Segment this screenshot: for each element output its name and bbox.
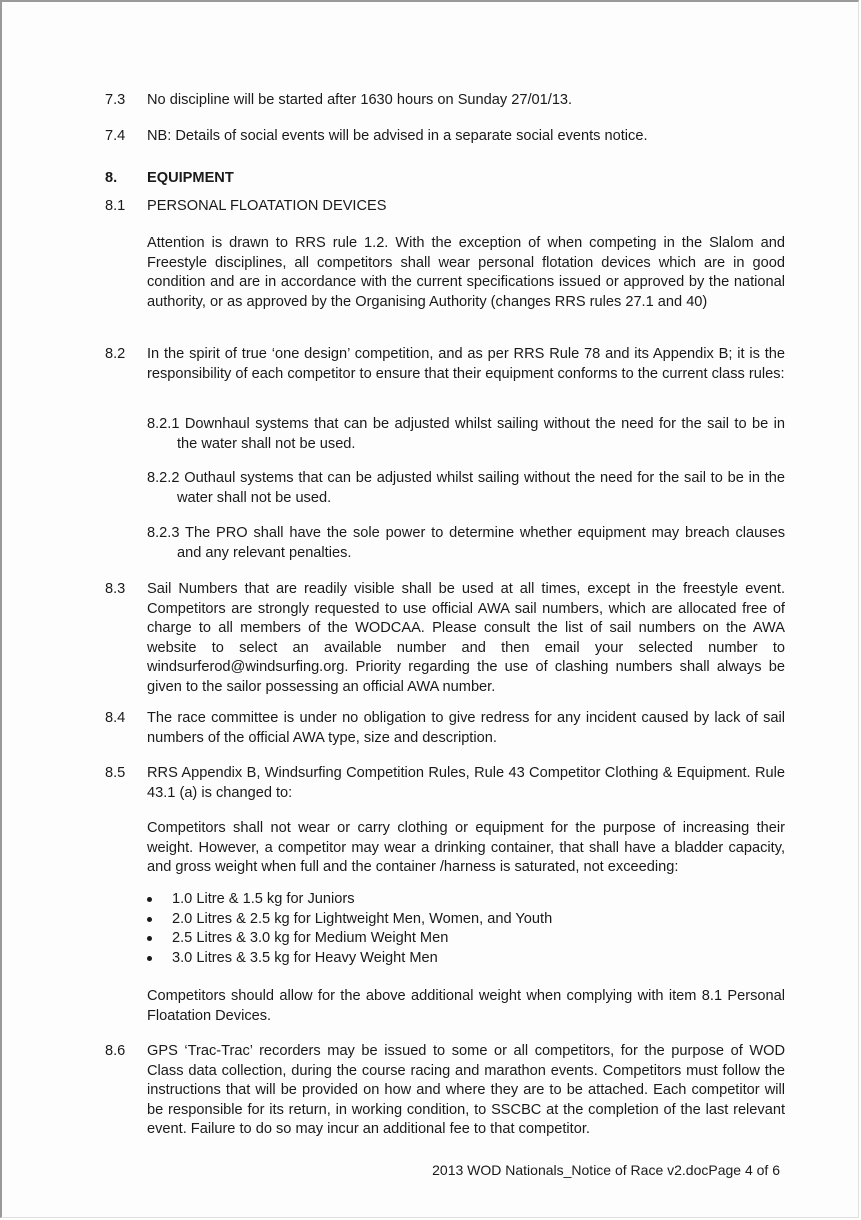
section-8-1-heading <box>105 197 785 217</box>
section-number: 8. <box>105 170 118 186</box>
section-7-3 <box>105 91 785 111</box>
list-item: 2.5 Litres & 3.0 kg for Medium Weight Men <box>147 929 787 949</box>
subsection-number: 8.2.3 <box>147 525 180 541</box>
section-8-1-text: Attention is drawn to RRS rule 1.2. With the exception of when competing in the Slalom and Freestyle disciplines, all competitors shall wear personal flotation devices which are in good condition and are in accordance with the current specifications issued or approved by the national authority, or as approved by the Organising Authority (changes RRS rules 27.1 and 40) <box>147 235 785 310</box>
section-text: NB: Details of social events will be advised in a separate social events notice. <box>147 128 648 144</box>
subsection-text: The PRO shall have the sole power to determine whether equipment may breach clauses and any relevant penalties. <box>177 525 785 561</box>
section-text: GPS ‘Trac-Trac’ recorders may be issued to some or all competitors, for the purpose of WOD Class data collection, during the course racing and marathon events. Competitors must follow the instructions that will be provided on how and where they are to be attached. Each competitor will be responsible for its return, in working condition, to SSCBC at the completion of the last relevant event. Failure to do so may incur an additional fee to that competitor. <box>147 1043 785 1137</box>
page-footer: 2013 WOD Nationals_Notice of Race v2.docPage 4 of 6 <box>432 1162 780 1178</box>
subsection-8-2-2 <box>147 469 785 508</box>
section-text: No discipline will be started after 1630 hours on Sunday 27/01/13. <box>147 92 573 108</box>
section-8-6 <box>105 1042 785 1140</box>
section-number: 8.5 <box>105 765 126 781</box>
section-number: 8.4 <box>105 710 126 726</box>
section-8-heading <box>105 169 785 189</box>
section-7-4 <box>105 127 785 147</box>
list-item: 1.0 Litre & 1.5 kg for Juniors <box>147 890 787 910</box>
subsection-number: 8.2.1 <box>147 416 180 432</box>
section-8-5-paragraph-2: Competitors should allow for the above additional weight when complying with item 8.1 Personal Floatation Devices. <box>147 988 785 1024</box>
subsection-text: Outhaul systems that can be adjusted whilst sailing without the need for the sail to be in the water shall not be used. <box>177 470 785 506</box>
weight-limits-list <box>147 890 787 968</box>
section-8-4 <box>105 709 785 748</box>
bullet-icon <box>147 917 152 922</box>
section-8-3 <box>105 580 785 697</box>
section-number: 8.1 <box>105 198 126 214</box>
section-8-2 <box>105 345 785 384</box>
section-number: 8.2 <box>105 346 126 362</box>
list-item: 2.0 Litres & 2.5 kg for Lightweight Men, Women, and Youth <box>147 910 787 930</box>
section-8-3-text: Sail Numbers that are readily visible shall be used at all times, except in the freestyle event. Competitors are strongly requested to use official AWA sail numbers, which are allocated free of charge to all members of the WODCAA. Please consult the list of sail numbers on the AWA website to select an available number and then email your selected number to windsurferod@windsurfing.org. Priority regarding the use of clashing numbers shall always be given to the sailor possessing an official AWA number. <box>147 581 785 695</box>
section-number: 7.3 <box>105 92 126 108</box>
subsection-8-2-1 <box>147 415 785 454</box>
section-text: The race committee is under no obligation to give redress for any incident caused by lack of sail numbers of the official AWA type, size and description. <box>147 710 785 746</box>
section-number: 8.6 <box>105 1043 126 1059</box>
section-title: EQUIPMENT <box>147 170 234 186</box>
bullet-icon <box>147 936 152 941</box>
section-text: RRS Appendix B, Windsurfing Competition Rules, Rule 43 Competitor Clothing & Equipment. Rule 43.1 (a) is changed to: <box>147 765 785 801</box>
subsection-text: Downhaul systems that can be adjusted whilst sailing without the need for the sail to be in the water shall not be used. <box>177 416 786 452</box>
section-title: PERSONAL FLOATATION DEVICES <box>147 198 387 214</box>
bullet-icon <box>147 956 152 961</box>
section-text <box>147 580 785 697</box>
subsection-number: 8.2.2 <box>147 470 180 486</box>
section-8-5 <box>105 764 785 803</box>
section-8-5-paragraph-1: Competitors shall not wear or carry clothing or equipment for the purpose of increasing their weight. However, a competitor may wear a drinking container, that shall have a bladder capacity, and gross weight when full and the container /harness is saturated, not exceeding: <box>147 820 785 875</box>
section-number: 8.3 <box>105 581 126 597</box>
section-number: 7.4 <box>105 128 126 144</box>
list-item: 3.0 Litres & 3.5 kg for Heavy Weight Men <box>147 949 787 969</box>
section-text: In the spirit of true ‘one design’ competition, and as per RRS Rule 78 and its Appendix B; it is the responsibility of each competitor to ensure that their equipment conforms to the current class rules: <box>147 346 785 382</box>
bullet-icon <box>147 897 152 902</box>
subsection-8-2-3 <box>147 524 785 563</box>
